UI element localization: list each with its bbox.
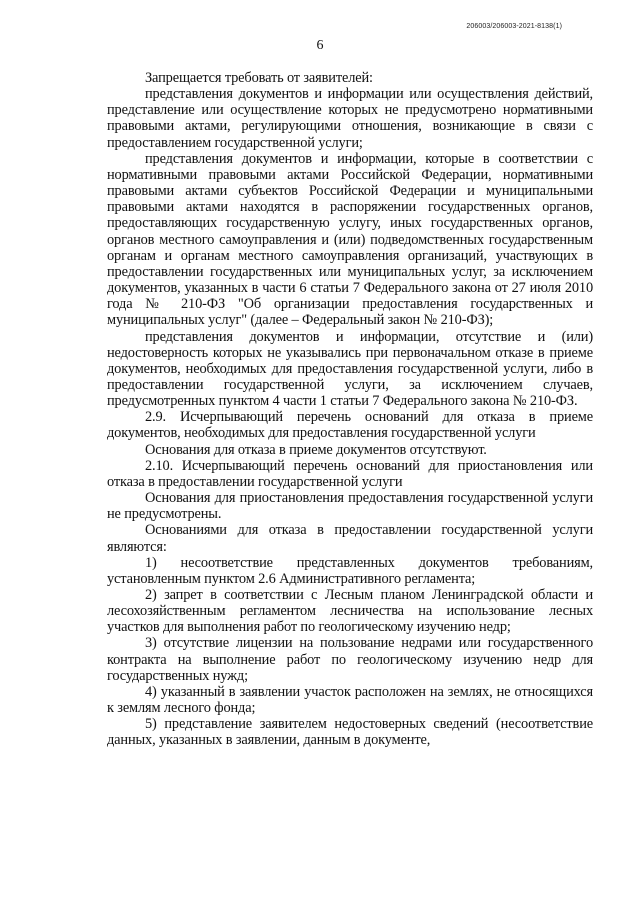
paragraph: Основания для приостановления предоставления государственной услуги не предусмотрены. (107, 490, 593, 523)
list-item: 4) указанный в заявлении участок расположен на землях, не относящихся к землям лесного фонда; (107, 683, 593, 717)
paragraph: представления документов и информации, отсутствие и (или) недостоверность которых не указывались при первоначальном отказе в приеме документов, необходимых для предоставления государственной услуги, либо в предоставлении государственной услуги, за исключением случаев, предусмотренных пунктом 4 части 1 статьи 7 Федерального закона № 210-ФЗ. (107, 328, 593, 410)
list-item: 1) несоответствие представленных документов требованиям, установленным пунктом 2.6 Административного регламента; (107, 554, 593, 587)
section-heading-2-10: 2.10. Исчерпывающий перечень оснований для приостановления или отказа в предоставлении государственной услуги (107, 457, 593, 490)
document-id: 206003/206003-2021-8138(1) (466, 23, 562, 30)
section-heading-2-9: 2.9. Исчерпывающий перечень оснований для отказа в приеме документов, необходимых для предоставления государственной услуги (107, 409, 593, 442)
list-item: 3) отсутствие лицензии на пользование недрами или государственного контракта на выполнение работ по геологическому изучению недр для государственных нужд; (107, 635, 593, 684)
paragraph: представления документов и информации, которые в соответствии с нормативными правовыми актами Российской Федерации, нормативными правовыми актами субъектов Российской Федерации и муниципальными правовыми актами находятся в распоряжении государственных органов, предоставляющих государственную услугу, иных государственных органов, органов местного самоуправления и (или) подведомственных государственным органам и органам местного самоуправления организаций, участвующих в предоставлении государственных или муниципальных услуг, за исключением документов, указанных в части 6 статьи 7 Федерального закона от 27 июля 2010 года № 210-ФЗ "Об организации предоставления государственных и муниципальных услуг" (далее – Федеральный закон № 210-ФЗ); (107, 150, 593, 329)
paragraph-intro: Запрещается требовать от заявителей: (145, 70, 373, 86)
paragraph: Основаниями для отказа в предоставлении государственной услуги являются: (107, 522, 593, 555)
paragraph: Основания для отказа в приеме документов отсутствуют. (145, 441, 487, 458)
document-body (107, 70, 593, 749)
paragraph: представления документов и информации или осуществления действий, представление или осуществление которых не предусмотрено нормативными правовыми актами, регулирующими отношения, возникающие в связи с предоставлением государственной услуги; (107, 86, 593, 151)
list-item: 5) представление заявителем недостоверных сведений (несоответствие данных, указанных в заявлении, данным в документе, (107, 716, 593, 749)
list-item: 2) запрет в соответствии с Лесным планом Ленинградской области и лесохозяйственным регламентом лесничества на использование лесных участков для выполнения работ по геологическому изучению недр; (107, 587, 593, 636)
page-number: 6 (316, 38, 324, 53)
